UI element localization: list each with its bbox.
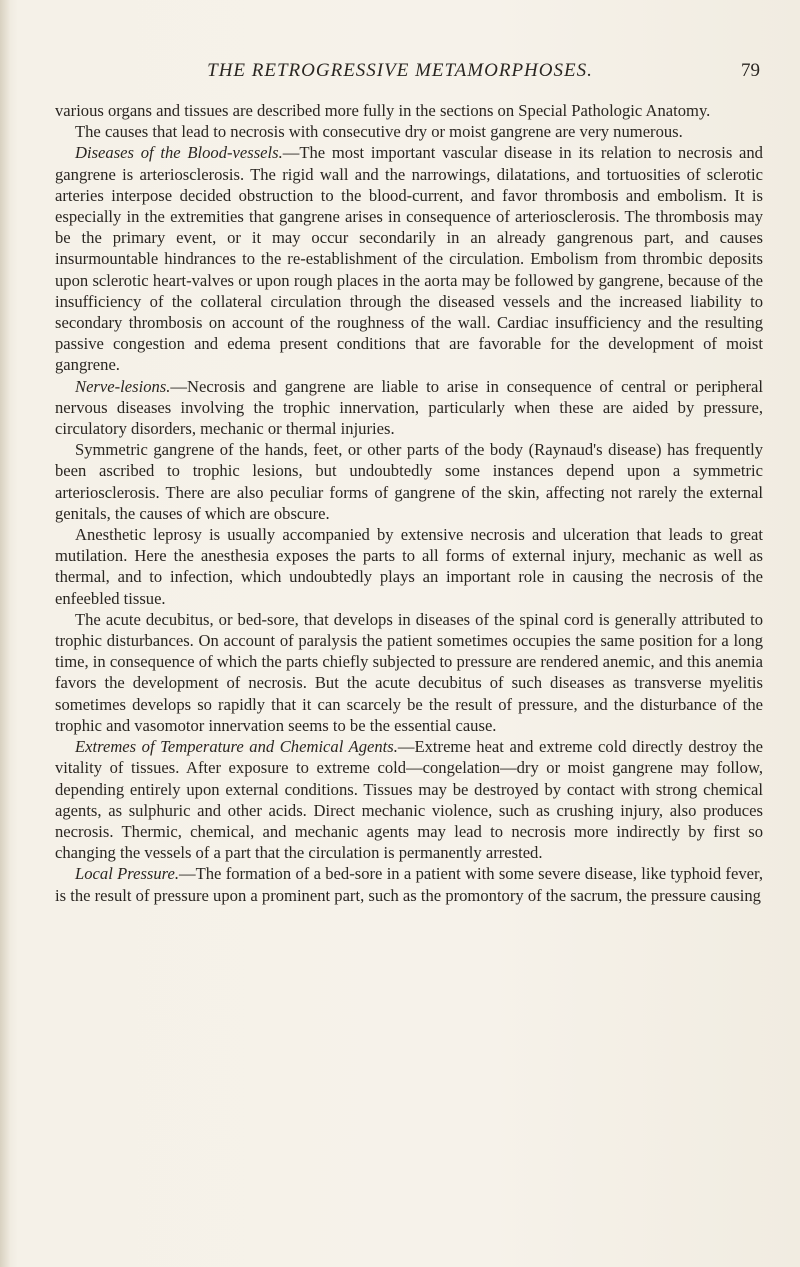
paragraph bbox=[55, 736, 763, 863]
section-heading-nerve-lesions: Nerve-lesions. bbox=[75, 376, 171, 396]
page-header bbox=[0, 60, 800, 90]
paragraph bbox=[55, 439, 763, 524]
paragraph bbox=[55, 524, 763, 609]
section-heading-local-pressure: Local Pressure. bbox=[75, 864, 180, 884]
paragraph bbox=[55, 863, 763, 905]
paragraph-text: Symmetric gangrene of the hands, feet, or other parts of the body (Raynaud's disease) has frequently been ascribed to trophic lesions, but undoubtedly some instances depend upon a symmetric arteriosclerosis. There are also peculiar forms of gangrene of the skin, affecting not rarely the external genitals, the causes of which are obscure. bbox=[55, 440, 763, 523]
paragraph bbox=[55, 376, 763, 440]
section-heading-blood-vessels: Diseases of the Blood-vessels. bbox=[75, 143, 283, 163]
paragraph-text: —Necrosis and gangrene are liable to arise in consequence of central or peripheral nervous diseases involving the trophic innervation, particularly when these are aided by pressure, circulatory disorders, mechanic or thermal injuries. bbox=[55, 376, 763, 439]
paragraph-text: various organs and tissues are described more fully in the sections on Special Pathologic Anatomy. bbox=[55, 101, 711, 120]
running-title: THE RETROGRESSIVE METAMORPHOSES. bbox=[207, 60, 593, 81]
page-gutter-shadow bbox=[0, 0, 10, 1267]
paragraph-text: The causes that lead to necrosis with consecutive dry or moist gangrene are very numerous. bbox=[75, 122, 683, 142]
page-number: 79 bbox=[741, 60, 760, 81]
paragraph-text: —Extreme heat and extreme cold directly destroy the vitality of tissues. After exposure to extreme cold—congelation—dry or moist gangrene may follow, depending entirely upon external conditions. Tissues may be destroyed by contact with strong chemical agents, as sulphuric and other acids. Direct mechanic violence, such as crushing injury, also produces necrosis. Thermic, chemical, and mechanic agents may lead to necrosis more indirectly by first so changing the vessels of a part that the circulation is permanently arrested. bbox=[55, 737, 764, 863]
paragraph bbox=[55, 142, 763, 375]
section-heading-extremes-of-temperature: Extremes of Temperature and Chemical Agents. bbox=[75, 737, 398, 757]
paragraph bbox=[55, 121, 763, 142]
paragraph-text: —The most important vascular disease in its relation to necrosis and gangrene is arteriosclerosis. The rigid wall and the narrowings, dilatations, and tortuosities of sclerotic arteries interpose decided obstruction to the blood-current, and favor thrombosis and embolism. It is especially in the extremities that gangrene arises in consequence of arteriosclerosis. The thrombosis may be the primary event, or it may occur secondarily in an already gangrenous part, and causes insurmountable hindrances to the re-establishment of the circulation. Embolism from thrombic deposits upon sclerotic heart-valves or upon rough places in the aorta may be followed by gangrene, because of the insufficiency of the collateral circulation through the diseased vessels and the increased liability to secondary thrombosis on account of the roughness of the wall. Cardiac insufficiency and the resulting passive congestion and edema present conditions that are favorable for the development of moist gangrene. bbox=[55, 143, 763, 375]
paragraph bbox=[55, 609, 763, 736]
paragraph-text: The acute decubitus, or bed-sore, that develops in diseases of the spinal cord is generally attributed to trophic disturbances. On account of paralysis the patient sometimes occupies the same position for a long time, in consequence of which the parts chiefly subjected to pressure are rendered anemic, and this anemia favors the development of necrosis. But the acute decubitus of such diseases as transverse myelitis sometimes develops so rapidly that it can scarcely be the result of pressure, and the disturbance of the trophic and vasomotor innervation seems to be the essential cause. bbox=[55, 609, 763, 735]
body-text bbox=[55, 100, 763, 906]
paragraph-text: Anesthetic leprosy is usually accompanied by extensive necrosis and ulceration that leads to great mutilation. Here the anesthesia exposes the parts to all forms of external injury, mechanic as well as thermal, and to infection, which undoubtedly plays an important role in causing the necrosis of the enfeebled tissue. bbox=[55, 525, 763, 608]
paragraph-text: —The formation of a bed-sore in a patient with some severe disease, like typhoid fever, is the result of pressure upon a prominent part, such as the promontory of the sacrum, the pressure causing bbox=[55, 864, 763, 905]
paragraph bbox=[55, 100, 763, 121]
